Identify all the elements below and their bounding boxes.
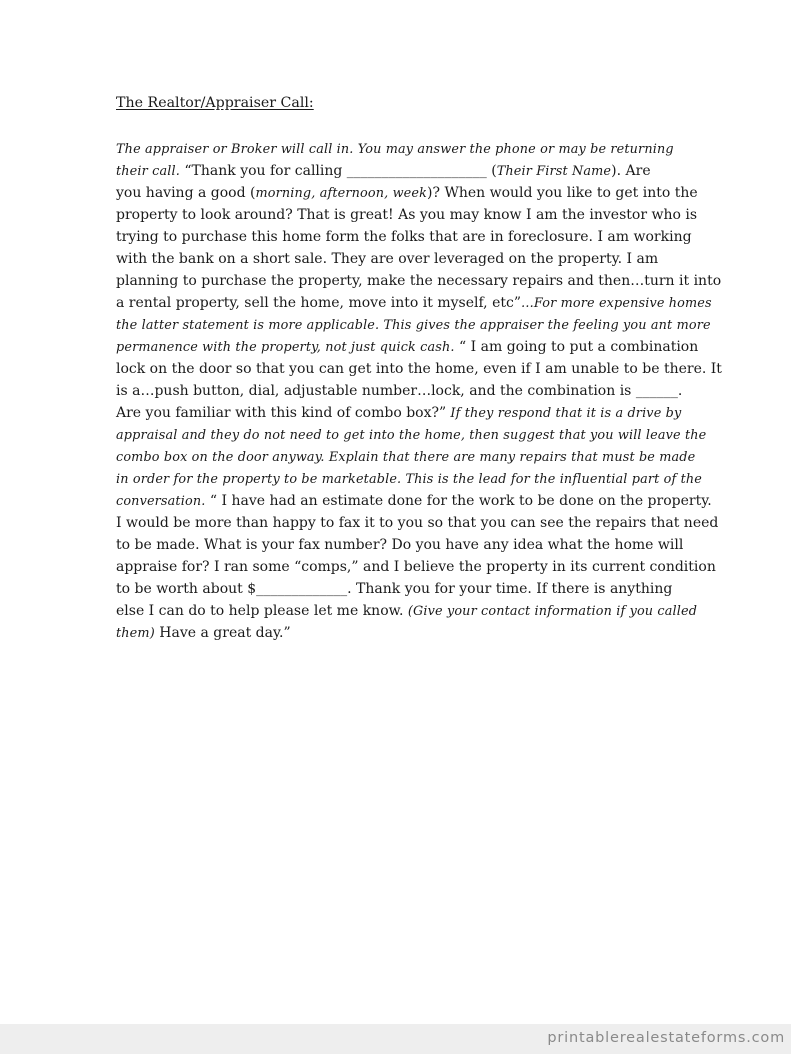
italic-text-segment: The appraiser or Broker will call in. You may answer the phone or may be returning bbox=[116, 142, 674, 157]
text-line bbox=[116, 490, 712, 512]
italic-text-segment: in order for the property to be marketable. This is the lead for the influential part of the bbox=[116, 472, 703, 487]
text-segment: a rental property, sell the home, move into it myself, etc” bbox=[116, 295, 521, 311]
text-line bbox=[116, 402, 682, 424]
text-line bbox=[116, 446, 696, 468]
text-segment: ). Are bbox=[611, 163, 651, 179]
italic-text-segment: If they respond that it is a drive by bbox=[446, 406, 682, 421]
text-segment: you having a good ( bbox=[116, 185, 256, 201]
text-segment: “ I am going to put a combination bbox=[454, 339, 699, 355]
text-line bbox=[116, 622, 676, 644]
italic-text-segment: appraisal and they do not need to get into the home, then suggest that you will leave the bbox=[116, 428, 707, 443]
text-line bbox=[116, 160, 676, 182]
italic-text-segment: Their First Name bbox=[496, 164, 612, 179]
text-segment: to be made. What is your fax number? Do you have any idea what the home will bbox=[116, 537, 684, 553]
text-segment: “ I have had an estimate done for the work to be done on the property. bbox=[205, 493, 712, 509]
text-line bbox=[116, 380, 683, 402]
text-segment: “Thank you for calling ____________________ ( bbox=[179, 163, 497, 179]
italic-text-segment: the latter statement is more applicable. This gives the appraiser the feeling you ant more bbox=[116, 318, 711, 333]
footer-bar bbox=[0, 1024, 791, 1054]
text-segment: Are you familiar with this kind of combo box?” bbox=[116, 405, 447, 421]
text-line bbox=[116, 182, 698, 204]
text-segment: I would be more than happy to fax it to you so that you can see the repairs that need bbox=[116, 515, 719, 531]
text-line bbox=[116, 578, 676, 600]
text-segment: appraise for? I ran some “comps,” and I believe the property in its current condition bbox=[116, 559, 716, 575]
text-line bbox=[116, 138, 676, 160]
document-body bbox=[116, 138, 722, 644]
text-line bbox=[116, 512, 719, 534]
text-line bbox=[116, 270, 722, 292]
text-segment: trying to purchase this home form the folks that are in foreclosure. I am working bbox=[116, 229, 692, 245]
text-segment: property to look around? That is great! As you may know I am the investor who is bbox=[116, 207, 698, 223]
text-segment: with the bank on a short sale. They are over leveraged on the property. I am bbox=[116, 251, 659, 267]
text-segment: is a…push button, dial, adjustable number…lock, and the combination is ______. bbox=[116, 383, 683, 399]
text-line bbox=[116, 556, 716, 578]
italic-text-segment: combo box on the door anyway. Explain that there are many repairs that must be made bbox=[116, 450, 696, 465]
italic-text-segment: permanence with the property, not just quick cash. bbox=[116, 340, 455, 355]
text-segment: else I can do to help please let me know. bbox=[116, 603, 408, 619]
text-line bbox=[116, 424, 707, 446]
watermark-text: printablerealestateforms.com bbox=[547, 1030, 785, 1046]
text-line bbox=[116, 248, 676, 270]
italic-text-segment: conversation. bbox=[116, 494, 206, 509]
text-line bbox=[116, 600, 698, 622]
text-segment: Have a great day.” bbox=[154, 625, 291, 641]
text-segment: )? When would you like to get into the bbox=[427, 185, 698, 201]
text-segment: lock on the door so that you can get into the home, even if I am unable to be there. It bbox=[116, 361, 722, 377]
italic-text-segment: morning, afternoon, week bbox=[255, 186, 428, 201]
text-segment: to be worth about $_____________. Thank you for your time. If there is anything bbox=[116, 581, 673, 597]
text-line bbox=[116, 336, 699, 358]
italic-text-segment: …For more expensive homes bbox=[520, 296, 712, 311]
text-line bbox=[116, 358, 722, 380]
text-line bbox=[116, 226, 692, 248]
italic-text-segment: their call. bbox=[116, 164, 180, 179]
italic-text-segment: (Give your contact information if you called bbox=[407, 604, 698, 619]
text-segment: planning to purchase the property, make the necessary repairs and then…turn it into bbox=[116, 273, 722, 289]
document-title: The Realtor/Appraiser Call: bbox=[116, 95, 314, 111]
text-line bbox=[116, 534, 684, 556]
text-line bbox=[116, 314, 711, 336]
text-line bbox=[116, 292, 712, 314]
text-line bbox=[116, 468, 703, 490]
italic-text-segment: them) bbox=[116, 626, 155, 641]
text-line bbox=[116, 204, 698, 226]
